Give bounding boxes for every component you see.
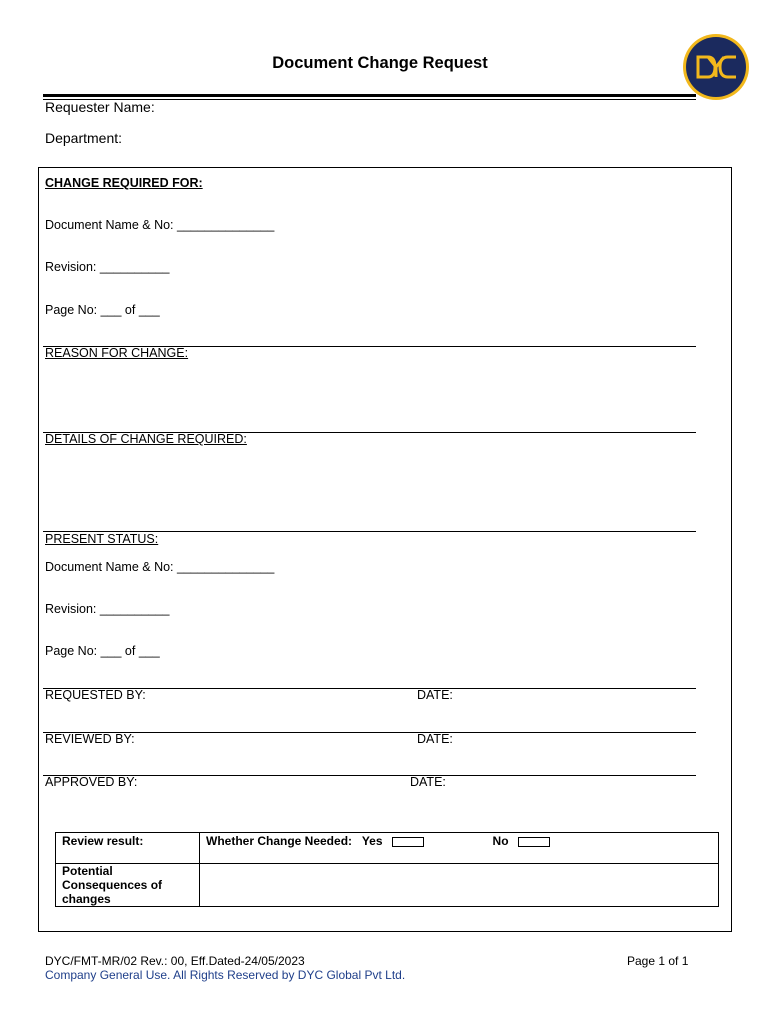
reason-heading: REASON FOR CHANGE: xyxy=(45,346,189,360)
review-table xyxy=(55,832,719,907)
consequences-field[interactable] xyxy=(200,864,719,907)
change-revision-field[interactable]: Revision: __________ xyxy=(45,260,170,274)
department-label: Department: xyxy=(45,130,123,146)
change-required-heading: CHANGE REQUIRED FOR: xyxy=(45,176,203,190)
form-box xyxy=(38,167,732,932)
footer-copyright: Company General Use. All Rights Reserved by DYC Global Pvt Ltd. xyxy=(45,968,406,982)
present-status-heading: PRESENT STATUS: xyxy=(45,532,159,546)
present-page-field[interactable]: Page No: ___ of ___ xyxy=(45,644,160,658)
yes-label: Yes xyxy=(361,834,383,848)
divider xyxy=(43,732,696,733)
reviewed-date-label: DATE: xyxy=(417,732,453,746)
approved-by-label: APPROVED BY: xyxy=(45,775,138,789)
change-needed-label: Whether Change Needed: xyxy=(206,834,353,848)
footer-doc-code: DYC/FMT-MR/02 Rev.: 00, Eff.Dated-24/05/2023 xyxy=(45,954,305,968)
reviewed-by-label: REVIEWED BY: xyxy=(45,732,135,746)
consequences-label-line: Consequences of xyxy=(62,878,163,892)
no-checkbox[interactable] xyxy=(518,837,550,847)
change-doc-name-field[interactable]: Document Name & No: ______________ xyxy=(45,218,275,232)
no-label: No xyxy=(492,834,509,848)
yes-checkbox[interactable] xyxy=(392,837,424,847)
consequences-label-line: changes xyxy=(62,892,111,906)
requested-by-label: REQUESTED BY: xyxy=(45,688,146,702)
change-needed-cell xyxy=(200,833,719,864)
details-heading: DETAILS OF CHANGE REQUIRED: xyxy=(45,432,247,446)
present-revision-field[interactable]: Revision: __________ xyxy=(45,602,170,616)
divider xyxy=(43,775,696,776)
header-rule xyxy=(43,94,696,97)
requested-date-label: DATE: xyxy=(417,688,453,702)
requester-name-label: Requester Name: xyxy=(45,99,155,115)
review-result-label: Review result: xyxy=(56,833,200,864)
consequences-label-line: Potential xyxy=(62,864,113,878)
footer-page-number: Page 1 of 1 xyxy=(627,954,689,968)
dyc-logo xyxy=(682,33,750,101)
approved-date-label: DATE: xyxy=(410,775,446,789)
present-doc-name-field[interactable]: Document Name & No: ______________ xyxy=(45,560,275,574)
change-page-field[interactable]: Page No: ___ of ___ xyxy=(45,303,160,317)
consequences-label xyxy=(56,864,200,907)
page-title: Document Change Request xyxy=(272,54,488,72)
